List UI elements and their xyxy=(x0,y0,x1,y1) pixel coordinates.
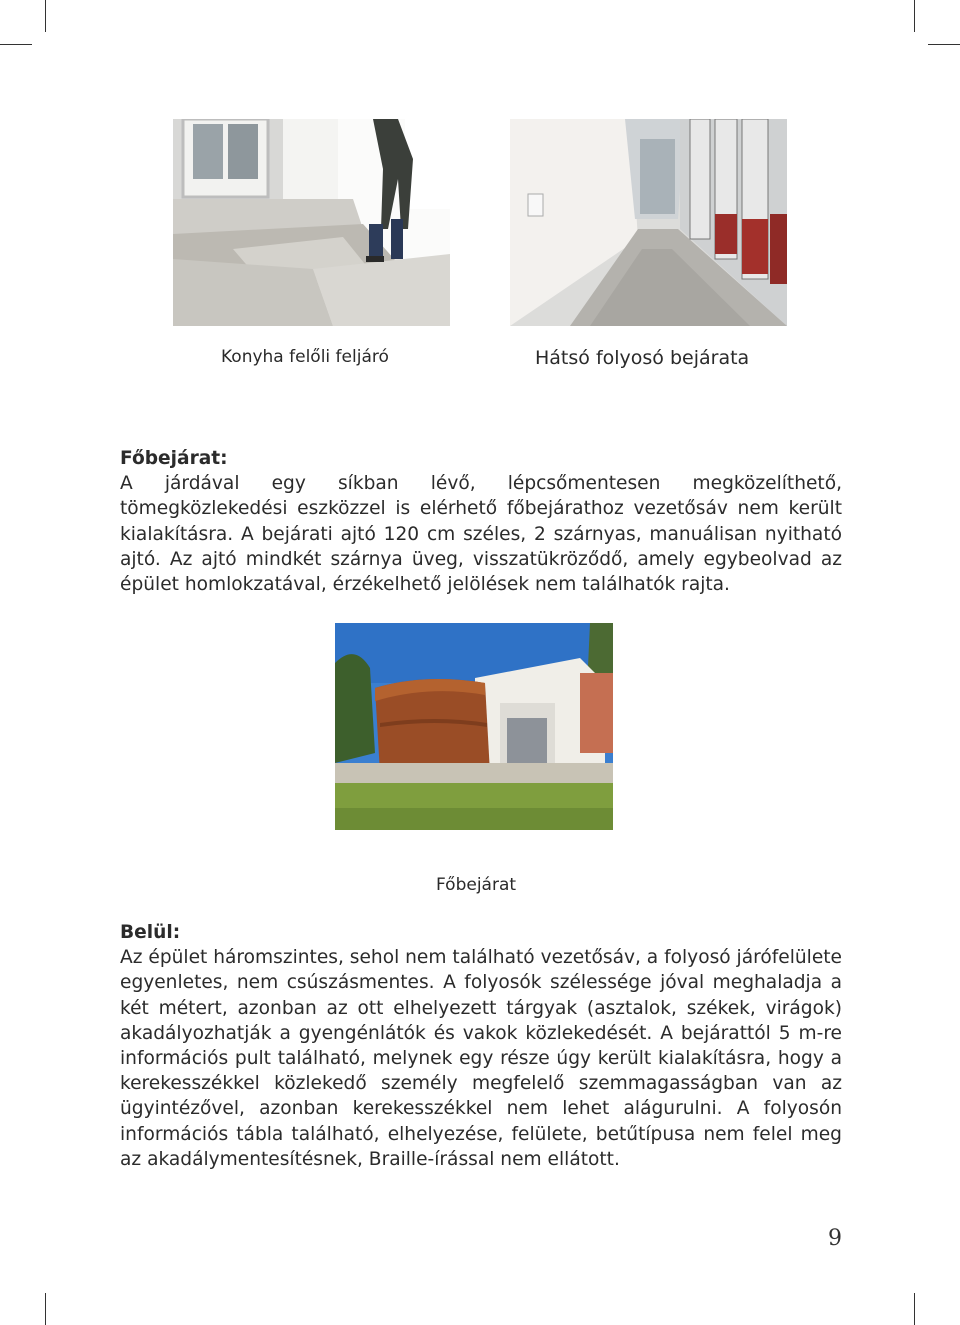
caption-back-corridor: Hátsó folyosó bejárata xyxy=(535,347,750,369)
section-main-entrance xyxy=(120,446,842,597)
section-inside xyxy=(120,920,842,1172)
crop-mark xyxy=(0,44,32,45)
section-heading: Belül: xyxy=(120,922,181,943)
crop-mark xyxy=(928,44,960,45)
section-body: Az épület háromszintes, sehol nem található vezetősáv, a folyosó járófelülete egyenletes, nem csúszásmentes. A folyosók szélessége jóval meghaladja a két métert, azonban az ott elhelyezett tárgyak (asztalok, székek, virágok) akadályozhatják a gyengénlátók és vakok közlekedését. A bejárattól 5 m-re információs pult található, melynek egy része úgy került kialakításra, hogy a kerekesszékkel közlekedő személy megfelelő szemmagasságban van az ügyintézővel, azonban kerekesszékkel nem lehet alágurulni. A folyosón információs tábla található, elhelyezése, felülete, betűtípusa nem felel meg az akadálymentesítésnek, Braille-írással nem ellátott. xyxy=(120,947,842,1170)
page-number: 9 xyxy=(828,1226,842,1251)
crop-mark xyxy=(45,0,46,32)
photo-main-entrance xyxy=(335,623,613,830)
crop-mark xyxy=(914,1293,915,1325)
caption-main-entrance: Főbejárat xyxy=(436,875,517,895)
section-body: A járdával egy síkban lévő, lépcsőmentesen megközelíthető, tömegközlekedési eszközzel is elérhető főbejárathoz vezetősáv nem került kialakításra. A bejárati ajtó 120 cm széles, 2 szárnyas, manuálisan nyitható ajtó. Az ajtó mindkét szárnya üveg, visszatükröződő, amely egybeolvad az épület homlokzatával, érzékelhető jelölések nem találhatók rajta. xyxy=(120,473,842,596)
crop-mark xyxy=(45,1293,46,1325)
section-heading: Főbejárat: xyxy=(120,448,228,469)
photo-kitchen-ramp xyxy=(173,119,450,326)
caption-kitchen-ramp: Konyha felőli feljáró xyxy=(221,347,389,367)
crop-mark xyxy=(914,0,915,32)
photo-back-corridor xyxy=(510,119,787,326)
